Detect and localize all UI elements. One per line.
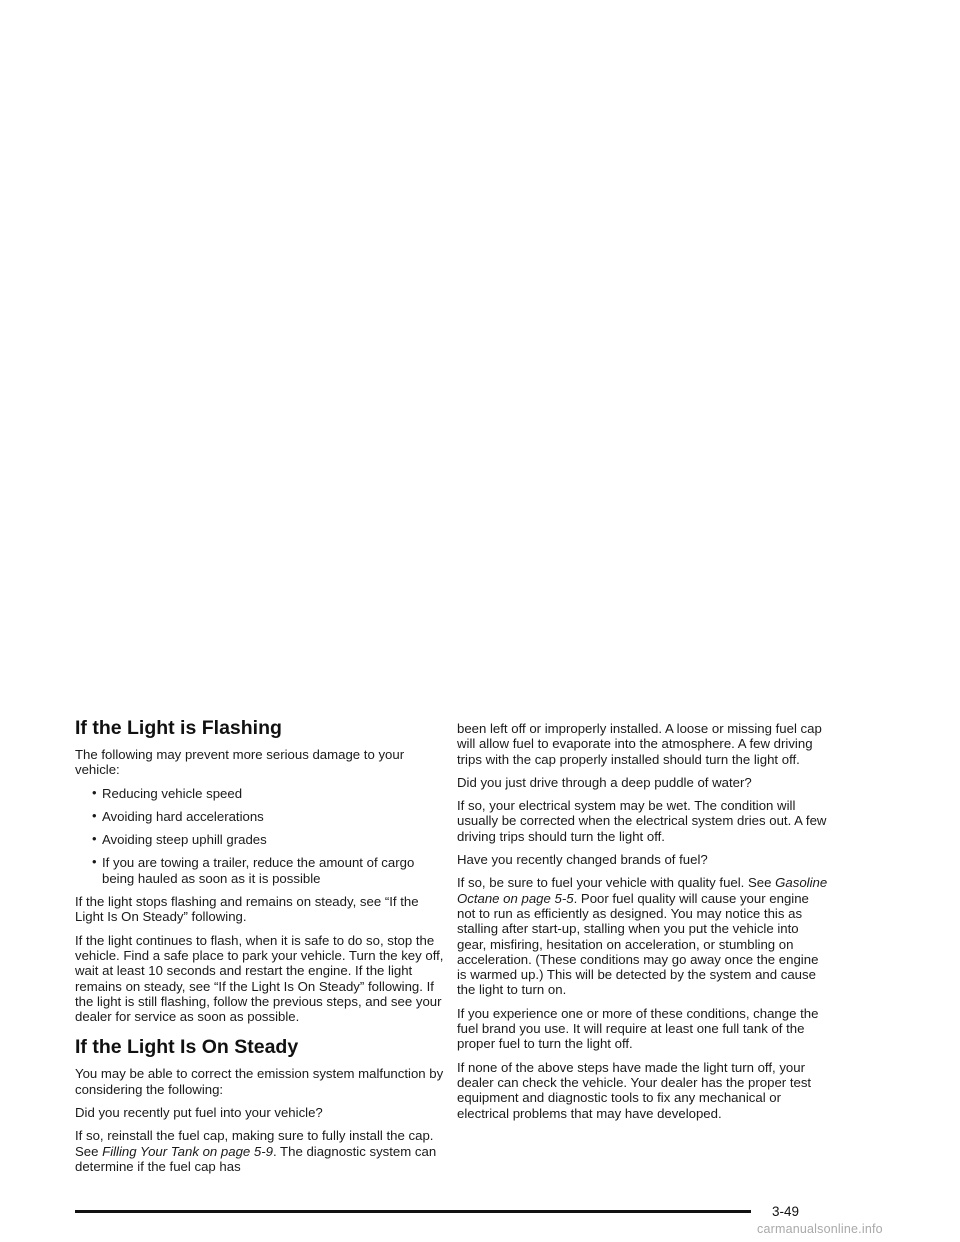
paragraph: Did you recently put fuel into your vehicle?	[75, 1105, 323, 1121]
list-item: • Reducing vehicle speed	[92, 784, 243, 801]
footer-rule	[75, 1210, 751, 1213]
right-column	[457, 721, 829, 1129]
paragraph: been left off or improperly installed. A loose or missing fuel cap will allow fuel to evaporate into the atmosphere. A few driving trips with the cap properly installed should turn the light off.	[457, 721, 822, 767]
bullet-icon: •	[92, 784, 97, 800]
paragraph: If so, be sure to fuel your vehicle with quality fuel. See Gasoline Octane on page 5-5. Poor fuel quality will cause your engine not to run as efficiently as designed. You may notice this as stalling after start-up, stalling when you put the vehicle into gear, misfiring, hesitation on acceleration, or stumbling on acceleration. (These conditions may go away once the engine is warmed up.) This will be detected by the system and cause the light to turn on.	[457, 875, 828, 998]
heading-light-flashing: If the Light is Flashing	[75, 717, 282, 739]
paragraph: If none of the above steps have made the light turn off, your dealer can check the vehicle. Your dealer has the proper test equipment and diagnostic tools to fix any mechanical or electrical problems that may have developed.	[457, 1059, 812, 1121]
left-column	[75, 716, 447, 1182]
cross-reference-link[interactable]: Gasoline Octane on page 5-5	[457, 875, 828, 906]
list-item: • Avoiding hard accelerations	[92, 807, 264, 824]
paragraph: The following may prevent more serious damage to your vehicle:	[75, 747, 405, 778]
heading-light-on-steady: If the Light Is On Steady	[75, 1036, 299, 1059]
cross-reference-link[interactable]: Filling Your Tank on page 5-9	[102, 1143, 273, 1159]
paragraph: Have you recently changed brands of fuel?	[457, 852, 708, 868]
watermark: carmanualsonline.info	[757, 1222, 883, 1236]
list-item: • If you are towing a trailer, reduce the amount of cargo being hauled as soon as it is possible	[92, 854, 415, 886]
bullet-icon: •	[92, 807, 97, 823]
paragraph: If so, reinstall the fuel cap, making sure to fully install the cap. See Filling Your Tank on page 5-9. The diagnostic system can determine if the fuel cap has	[75, 1128, 437, 1174]
paragraph: Did you just drive through a deep puddle of water?	[457, 774, 752, 790]
bullet-icon: •	[92, 831, 97, 847]
paragraph: If the light continues to flash, when it is safe to do so, stop the vehicle. Find a safe place to park your vehicle. Turn the key off, wait at least 10 seconds and restart the engine. If the light remains on steady, see “If the Light Is On Steady” following. If the light is still flashing, follow the previous steps, and see your dealer for service as soon as possible.	[75, 932, 444, 1025]
paragraph: If the light stops flashing and remains on steady, see “If the Light Is On Steady” following.	[75, 894, 419, 925]
paragraph: If you experience one or more of these conditions, change the fuel brand you use. It will require at least one full tank of the proper fuel to turn the light off.	[457, 1005, 819, 1052]
paragraph: You may be able to correct the emission system malfunction by considering the following:	[75, 1066, 444, 1097]
paragraph: If so, your electrical system may be wet. The condition will usually be corrected when the electrical system dries out. A few driving trips should turn the light off.	[457, 798, 827, 844]
bullet-list	[75, 786, 447, 886]
page-number: 3-49	[772, 1204, 800, 1219]
list-item: • Avoiding steep uphill grades	[92, 831, 267, 848]
bullet-icon: •	[92, 854, 97, 870]
